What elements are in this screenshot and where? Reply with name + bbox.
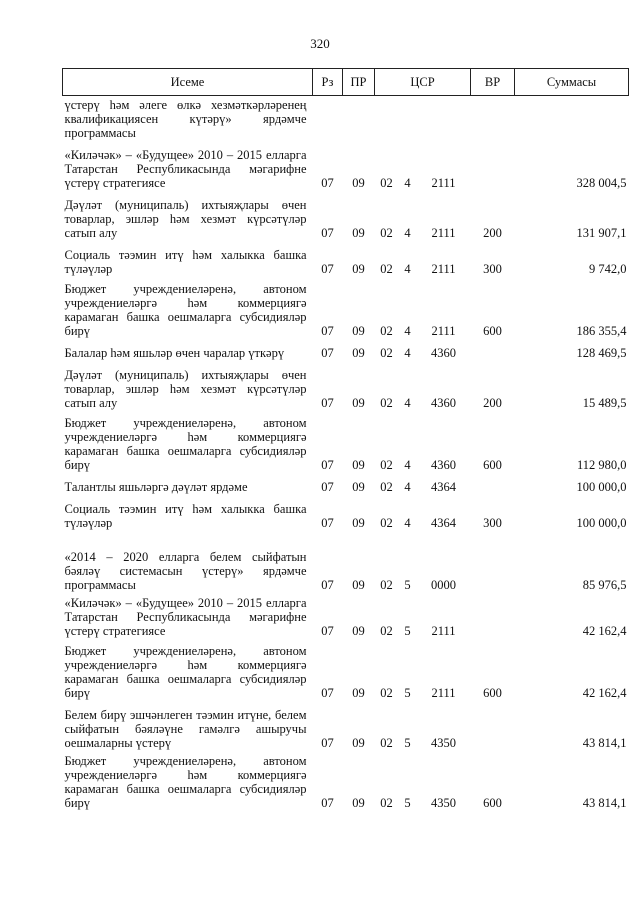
row-pr-cell: 09 [352, 396, 365, 410]
row-vr-cell: 600 [483, 796, 502, 810]
header-pr: ПР [343, 69, 375, 96]
row-rz-cell: 07 [321, 262, 334, 276]
row-name-cell: «Киләчәк» – «Будущее» 2010 – 2015 елларга Татарстан Республикасында мәгарифне үстерү стратегиясе [64, 148, 307, 190]
row-csr-part1-cell: 02 [380, 226, 393, 240]
row-vr-cell [471, 534, 515, 596]
row-pr-cell: 09 [352, 480, 365, 494]
table-header-row [63, 69, 629, 96]
row-csr-part3-cell: 4360 [431, 458, 456, 472]
row-vr-cell: 600 [483, 458, 502, 472]
table-row [63, 534, 629, 596]
row-name-cell: Бюджет учреждениеләренә, автоном учреждениеләргә һәм коммерциягә карамаган башка оешмаларга субсидияләр бирү [64, 754, 307, 810]
row-vr-cell: 200 [483, 396, 502, 410]
row-pr-cell: 09 [352, 346, 365, 360]
row-rz-cell [313, 96, 343, 145]
row-rz-cell: 07 [321, 578, 334, 592]
row-csr-part3-cell: 2111 [431, 624, 456, 638]
row-csr-part1-cell: 02 [380, 176, 393, 190]
budget-table [62, 68, 629, 814]
row-csr-part3-cell: 4364 [431, 480, 456, 494]
row-csr-part1-cell: 02 [380, 396, 393, 410]
row-rz-cell: 07 [321, 736, 334, 750]
table-row [63, 414, 629, 476]
row-name-cell: Бюджет учреждениеләренә, автоном учреждениеләргә һәм коммерциягә карамаган башка оешмаларга субсидияләр бирү [64, 644, 307, 700]
row-csr-part2-cell: 4 [404, 346, 411, 360]
row-csr-part1-cell: 02 [380, 346, 393, 360]
row-csr-part1-cell: 02 [380, 624, 393, 638]
row-csr-part2-cell [399, 96, 417, 145]
table-row [63, 596, 629, 642]
table-row [63, 704, 629, 754]
row-sum-cell: 131 907,1 [576, 226, 627, 240]
row-vr-cell [471, 342, 515, 364]
row-csr-part3-cell: 2111 [431, 686, 456, 700]
table-row [63, 364, 629, 414]
row-csr-part3-cell: 0000 [431, 578, 456, 592]
header-sum: Суммасы [515, 69, 629, 96]
row-sum-cell: 186 355,4 [576, 324, 627, 338]
row-rz-cell: 07 [321, 324, 334, 338]
row-rz-cell: 07 [321, 686, 334, 700]
row-csr-part3-cell: 2111 [431, 176, 456, 190]
row-vr-cell [471, 476, 515, 498]
row-sum-cell: 15 489,5 [582, 396, 627, 410]
row-pr-cell: 09 [352, 736, 365, 750]
row-csr-part3-cell: 2111 [431, 262, 456, 276]
row-csr-part2-cell: 5 [404, 796, 411, 810]
row-rz-cell: 07 [321, 346, 334, 360]
row-csr-part1-cell: 02 [380, 458, 393, 472]
table-body [63, 96, 629, 815]
page-number: 320 [310, 36, 330, 51]
row-vr-cell [471, 704, 515, 754]
row-csr-part2-cell: 4 [404, 262, 411, 276]
row-sum-cell: 112 980,0 [576, 458, 627, 472]
row-csr-part2-cell: 4 [404, 458, 411, 472]
row-rz-cell: 07 [321, 624, 334, 638]
row-vr-cell [471, 596, 515, 642]
row-csr-part2-cell: 5 [404, 736, 411, 750]
row-pr-cell: 09 [352, 578, 365, 592]
row-name-cell: Социаль тәэмин итү һәм халыкка башка түләүләр [64, 248, 307, 276]
header-csr: ЦСР [375, 69, 471, 96]
row-csr-part1-cell: 02 [380, 736, 393, 750]
row-csr-part3-cell: 4350 [431, 736, 456, 750]
row-csr-part2-cell: 4 [404, 226, 411, 240]
row-pr-cell: 09 [352, 624, 365, 638]
row-name-cell: «Киләчәк» – «Будущее» 2010 – 2015 елларга Татарстан Республикасында мәгарифне үстерү стратегиясе [64, 596, 307, 638]
row-sum-cell: 328 004,5 [576, 176, 627, 190]
row-rz-cell: 07 [321, 516, 334, 530]
table-row [63, 754, 629, 814]
row-vr-cell: 200 [483, 226, 502, 240]
row-name-cell: Дәүләт (муниципаль) ихтыяҗлары өчен товарлар, эшләр һәм хезмәт күрсәтүләр сатып алу [64, 198, 307, 240]
row-csr-part3-cell: 4364 [431, 516, 456, 530]
row-pr-cell: 09 [352, 176, 365, 190]
row-csr-part2-cell: 4 [404, 396, 411, 410]
row-name-cell: Талантлы яшьләргә дәүләт ярдәме [64, 480, 248, 494]
row-csr-part3-cell: 4360 [431, 396, 456, 410]
row-csr-part1-cell: 02 [380, 516, 393, 530]
row-sum-cell [515, 96, 629, 145]
row-name-cell: «2014 – 2020 елларга белем сыйфатын бәяләү системасын үстерү» ярдәмче программасы [64, 550, 307, 592]
row-pr-cell [343, 96, 375, 145]
row-pr-cell: 09 [352, 324, 365, 338]
row-name-cell: Социаль тәэмин итү һәм халыкка башка түләүләр [64, 502, 307, 530]
row-vr-cell: 300 [483, 516, 502, 530]
row-sum-cell: 42 162,4 [582, 624, 627, 638]
table-row [63, 194, 629, 244]
row-sum-cell: 43 814,1 [582, 736, 627, 750]
table-row [63, 498, 629, 534]
row-csr-part1-cell: 02 [380, 578, 393, 592]
row-rz-cell: 07 [321, 796, 334, 810]
row-rz-cell: 07 [321, 458, 334, 472]
row-pr-cell: 09 [352, 458, 365, 472]
row-pr-cell: 09 [352, 226, 365, 240]
row-name-cell: үстерү һәм әлеге өлкә хезмәткәрләренең квалификациясен күтәрү» ярдәмче программасы [64, 98, 307, 140]
row-csr-part2-cell: 4 [404, 516, 411, 530]
row-csr-part2-cell: 5 [404, 578, 411, 592]
row-csr-part1-cell: 02 [380, 262, 393, 276]
header-name: Исеме [63, 69, 313, 96]
row-pr-cell: 09 [352, 516, 365, 530]
row-csr-part3-cell: 4350 [431, 796, 456, 810]
row-vr-cell [471, 144, 515, 194]
row-csr-part2-cell: 4 [404, 480, 411, 494]
row-name-cell: Дәүләт (муниципаль) ихтыяҗлары өчен товарлар, эшләр һәм хезмәт күрсәтүләр сатып алу [64, 368, 307, 410]
row-rz-cell: 07 [321, 226, 334, 240]
row-vr-cell [471, 96, 515, 145]
row-csr-part3-cell [417, 96, 471, 145]
row-rz-cell: 07 [321, 480, 334, 494]
row-vr-cell: 600 [483, 686, 502, 700]
row-name-cell: Белем бирү эшчәнлеген тәэмин итүне, белем сыйфатын бәяләүне гамәлгә ашыручы оешмаларны үстерү [64, 708, 307, 750]
row-pr-cell: 09 [352, 686, 365, 700]
row-sum-cell: 100 000,0 [576, 516, 627, 530]
row-vr-cell: 300 [483, 262, 502, 276]
table-row [63, 280, 629, 342]
row-pr-cell: 09 [352, 796, 365, 810]
row-sum-cell: 128 469,5 [576, 346, 627, 360]
row-csr-part2-cell: 5 [404, 624, 411, 638]
row-name-cell: Бюджет учреждениеләренә, автоном учреждениеләргә һәм коммерциягә карамаган башка оешмаларга субсидияләр бирү [64, 416, 307, 472]
header-rz: Рз [313, 69, 343, 96]
row-csr-part1-cell: 02 [380, 796, 393, 810]
row-name-cell: Бюджет учреждениеләренә, автоном учреждениеләргә һәм коммерциягә карамаган башка оешмаларга субсидияләр бирү [64, 282, 307, 338]
row-rz-cell: 07 [321, 176, 334, 190]
row-sum-cell: 100 000,0 [576, 480, 627, 494]
header-vr: ВР [471, 69, 515, 96]
row-csr-part2-cell: 4 [404, 324, 411, 338]
row-name-cell: Балалар һәм яшьләр өчен чаралар үткәрү [64, 346, 285, 360]
row-csr-part1-cell: 02 [380, 324, 393, 338]
row-csr-part1-cell: 02 [380, 686, 393, 700]
table-row [63, 342, 629, 364]
table-row [63, 144, 629, 194]
row-sum-cell: 9 742,0 [589, 262, 627, 276]
row-sum-cell: 42 162,4 [582, 686, 627, 700]
row-csr-part1-cell [375, 96, 399, 145]
table-row [63, 642, 629, 704]
row-rz-cell: 07 [321, 396, 334, 410]
row-csr-part3-cell: 2111 [431, 226, 456, 240]
table-row [63, 244, 629, 280]
table-row [63, 96, 629, 145]
row-sum-cell: 43 814,1 [582, 796, 627, 810]
row-sum-cell: 85 976,5 [582, 578, 627, 592]
row-csr-part3-cell: 4360 [431, 346, 456, 360]
table-row [63, 476, 629, 498]
row-vr-cell: 600 [483, 324, 502, 338]
row-csr-part1-cell: 02 [380, 480, 393, 494]
row-csr-part3-cell: 2111 [431, 324, 456, 338]
row-csr-part2-cell: 4 [404, 176, 411, 190]
row-pr-cell: 09 [352, 262, 365, 276]
row-csr-part2-cell: 5 [404, 686, 411, 700]
